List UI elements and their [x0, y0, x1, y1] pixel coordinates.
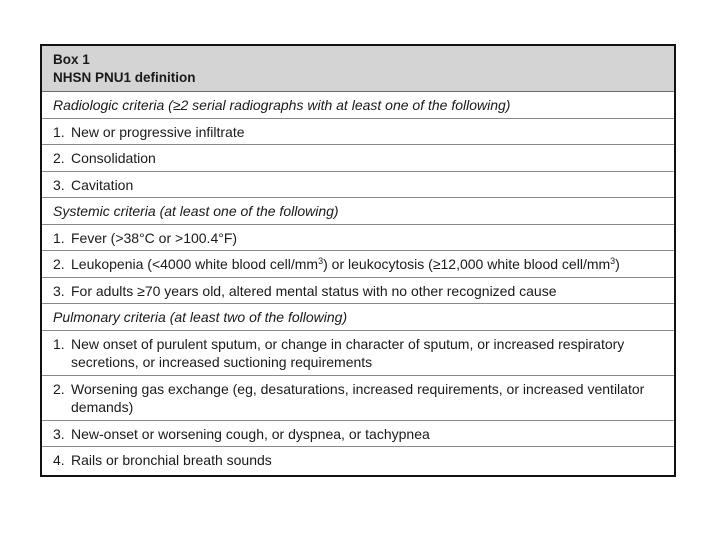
- item-text: Worsening gas exchange (eg, desaturations, increased requirements, or increased ventilator demands): [71, 380, 645, 415]
- pulmonary-heading: Pulmonary criteria (at least two of the following): [42, 304, 674, 331]
- radiologic-heading: Radiologic criteria (≥2 serial radiographs with at least one of the following): [42, 92, 674, 119]
- pulmonary-item: [42, 331, 674, 376]
- item-text: New-onset or worsening cough, or dyspnea, or tachypnea: [71, 425, 430, 442]
- superscript: 3: [610, 256, 616, 266]
- pulmonary-item: [42, 447, 674, 474]
- item-number: 2.: [53, 150, 65, 166]
- item-number: 3.: [53, 425, 65, 442]
- radiologic-item: [42, 119, 674, 146]
- systemic-heading: Systemic criteria (at least one of the following): [42, 198, 674, 225]
- radiologic-item: [42, 172, 674, 199]
- superscript: 3: [318, 256, 324, 266]
- item-text: New or progressive infiltrate: [71, 123, 245, 140]
- item-text: Cavitation: [71, 176, 134, 193]
- item-text: New onset of purulent sputum, or change in character of sputum, or increased respiratory secretions, or increased suctioning requirements: [71, 335, 625, 370]
- item-text: [71, 255, 663, 277]
- definition-box: [40, 44, 676, 477]
- item-number: 1.: [53, 335, 65, 352]
- box-label: Box 1: [53, 52, 90, 67]
- systemic-item: [42, 251, 674, 278]
- pulmonary-item: [42, 421, 674, 448]
- item-number: 1.: [53, 123, 65, 140]
- item-number: 3.: [53, 176, 65, 193]
- item-number: 2.: [53, 380, 65, 397]
- item-text: Fever (>38°C or >100.4°F): [71, 229, 238, 246]
- item-number: 4.: [53, 452, 65, 468]
- item-text-part: ): [615, 256, 620, 272]
- box-header: [42, 46, 674, 92]
- pulmonary-item: [42, 376, 674, 421]
- item-text-part: ) or leukocytosis (≥12,000 white blood cell/mm: [323, 256, 611, 272]
- systemic-item: [42, 278, 674, 305]
- item-text: Consolidation: [71, 150, 156, 166]
- item-text-part: Leukopenia (<4000 white blood cell/mm: [71, 256, 319, 272]
- item-text: For adults ≥70 years old, altered mental status with no other recognized cause: [71, 282, 557, 299]
- radiologic-item: [42, 145, 674, 172]
- item-number: 2.: [53, 256, 65, 272]
- systemic-item: [42, 225, 674, 252]
- item-text: Rails or bronchial breath sounds: [71, 452, 272, 468]
- item-number: 1.: [53, 229, 65, 246]
- item-number: 3.: [53, 282, 65, 299]
- box-title: NHSN PNU1 definition: [53, 69, 196, 85]
